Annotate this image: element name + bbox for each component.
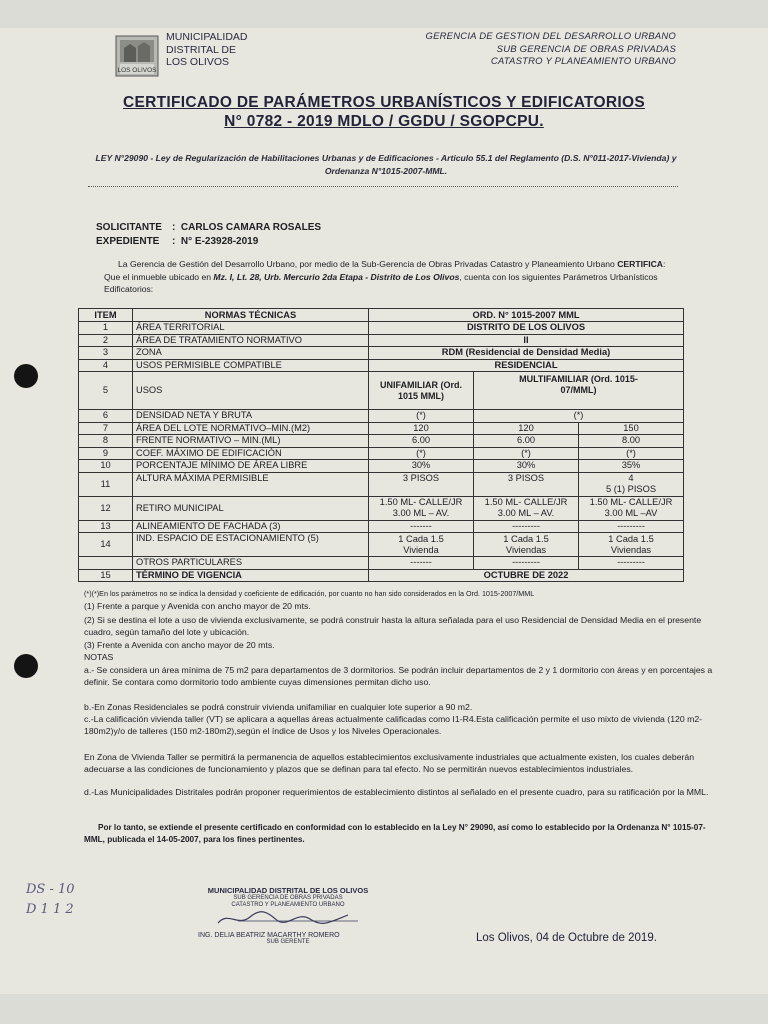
table-row: 10 PORCENTAJE MÍNIMO DE ÁREA LIBRE 30% 30% 35% <box>79 460 684 473</box>
col-ord: ORD. N° 1015-2007 MML <box>369 309 684 322</box>
note-2: (2) Si se destina el lote a uso de vivienda exclusivamente, se podrá construir hasta la altura señalada para el uso Residencial de Densidad Media en el presente cuadro, según tamaño del lote y ubicación. <box>84 615 702 637</box>
table-row: 15 TÉRMINO DE VIGENCIA OCTUBRE DE 2022 <box>79 569 684 582</box>
parameters-table <box>78 308 684 582</box>
handwritten-annotation: DS - 10 D 1 1 2 <box>26 882 75 917</box>
certificate-number: N° 0782 - 2019 MDLO / GGDU / SGOPCPU. <box>224 113 544 130</box>
table-header-row <box>79 309 684 322</box>
table-row: 8 FRENTE NORMATIVO – MIN.(ML) 6.00 6.00 8.00 <box>79 435 684 448</box>
certifica-paragraph: La Gerencia de Gestión del Desarrollo Urbano, por medio de la Sub-Gerencia de Obras Privadas Catastro y Planeamiento Urbano CERTIFICA: Que el inmueble ubicado en Mz. I, Lt. 28, Urb. Mercurio 2da Etapa - Distrito de Los Olivos, cuenta con los siguientes Parámetros Urbanísticos Edificatorios: <box>104 259 666 295</box>
issue-date: Los Olivos, 04 de Octubre de 2019. <box>476 932 657 944</box>
table-row: 5 USOS UNIFAMILIAR (Ord. 1015 MML) MULTIFAMILIAR (Ord. 1015-07/MML) <box>79 372 684 410</box>
notes-heading: NOTAS <box>84 652 114 662</box>
table-row: 11 ALTURA MÁXIMA PERMISIBLE 3 PISOS 3 PISOS 4 5 (1) PISOS <box>79 472 684 496</box>
punch-hole <box>14 654 38 678</box>
dotted-divider <box>88 186 678 187</box>
note-b: b.-En Zonas Residenciales se podrá construir vivienda unifamiliar en cualquier lote superior a 90 m2. <box>84 702 473 712</box>
table-row: OTROS PARTICULARES ------- --------- --------- <box>79 557 684 570</box>
gerencia-heading: GERENCIA DE GESTION DEL DESARROLLO URBANO SUB GERENCIA DE OBRAS PRIVADAS CATASTRO Y PLANEAMIENTO URBANO <box>425 31 676 67</box>
applicant-block <box>96 221 321 249</box>
table-row: 12 RETIRO MUNICIPAL 1.50 ML- CALLE/JR 3.00 ML – AV. 1.50 ML- CALLE/JR 3.00 ML – AV. 1.50 ML- CALLE/JR 3.00 ML –AV <box>79 496 684 520</box>
table-row: 1 ÁREA TERRITORIAL DISTRITO DE LOS OLIVOS <box>79 322 684 335</box>
municipal-logo <box>114 34 160 78</box>
certificate-page <box>0 28 768 994</box>
table-row: 6 DENSIDAD NETA Y BRUTA (*) (*) <box>79 410 684 423</box>
note-c2: En Zona de Vivienda Taller se permitirá la permanencia de aquellos establecimientos exclusivamente industriales que actualmente existen, los cuales deberán adecuarse a las condiciones de funcionamiento y plazos que se definan para tal efecto. No se permitirán nuevos establecimientos industriales. <box>84 752 695 774</box>
note-d: d.-Las Municipalidades Distritales podrán proponer requerimientos de establecimiento distintos al señalado en el presente cuadro, para su ratificación por la MML. <box>84 787 709 797</box>
table-row: 2 ÁREA DE TRATAMIENTO NORMATIVO II <box>79 334 684 347</box>
note-1: (1) Frente a parque y Avenida con ancho mayor de 20 mts. <box>84 601 311 611</box>
note-a: a.- Se considera un área mínima de 75 m2 para departamentos de 3 dormitorios. Se podrán incluir departamentos de 2 y 1 dormitorio con áreas y en porcentajes a definir. Se contara como dormitorio todo ambiente cuyas dimensiones permitan dicho uso. <box>84 665 713 687</box>
signature-scribble <box>198 909 378 929</box>
certificate-title: CERTIFICADO DE PARÁMETROS URBANÍSTICOS Y EDIFICATORIOS <box>123 94 645 111</box>
table-row: 4 USOS PERMISIBLE COMPATIBLE RESIDENCIAL <box>79 359 684 372</box>
table-row: 9 COEF. MÁXIMO DE EDIFICACIÓN (*) (*) (*) <box>79 447 684 460</box>
legal-reference: LEY N°29090 - Ley de Regularización de Habilitaciones Urbanas y de Edificaciones - Articulo 55.1 del Reglamento (D.S. N°011-2017-Vivienda) y Ordenanza N°1015-2007-MML. <box>95 153 677 176</box>
solicitante-row: SOLICITANTE : CARLOS CAMARA ROSALES <box>96 222 322 233</box>
col-normas: NORMAS TÉCNICAS <box>133 309 369 322</box>
closing-paragraph: Por lo tanto, se extiende el presente certificado en conformidad con lo establecido en la Ley N° 29090, así como lo establecido por la Ordenanza N° 1015-07-MML, publicada el 14-05-2007, para los fines pertinentes. <box>84 823 706 844</box>
table-row: 13 ALINEAMIENTO DE FACHADA (3) ------- --------- --------- <box>79 520 684 533</box>
signature-stamp: MUNICIPALIDAD DISTRITAL DE LOS OLIVOS SUB GERENCIA DE OBRAS PRIVADAS CATASTRO Y PLANEAMIENTO URBANO ING. DELIA BEATRIZ MACARTHY ROMERO SUB GERENTE <box>198 886 378 946</box>
col-item: ITEM <box>79 309 133 322</box>
table-row: 3 ZONA RDM (Residencial de Densidad Media) <box>79 347 684 360</box>
note-3: (3) Frente a Avenida con ancho mayor de 20 mts. <box>84 640 275 650</box>
municipality-name: MUNICIPALIDAD DISTRITAL DE LOS OLIVOS <box>166 31 248 68</box>
logo-text: LOS OLIVOS <box>117 67 157 74</box>
expediente-row: EXPEDIENTE : N° E-23928-2019 <box>96 236 259 247</box>
punch-hole <box>14 364 38 388</box>
table-row: 14 IND. ESPACIO DE ESTACIONAMIENTO (5) 1 Cada 1.5 Vivienda 1 Cada 1.5 Viviendas 1 Cada 1.5 Viviendas <box>79 533 684 557</box>
note-c: c.-La calificación vivienda taller (VT) se aplicara a aquellas áreas actualmente calificadas como I1-R4.Esta calificación permite el uso mixto de vivienda (120 m2-180m2)y/o de talleres (150 m2-180m2),según el índice de Usos y los Niveles Operacionales. <box>84 714 703 736</box>
table-row: 7 ÁREA DEL LOTE NORMATIVO–MIN.(M2) 120 120 150 <box>79 422 684 435</box>
note-star: (*)(*)En los parámetros no se indica la densidad y coeficiente de edificación, por cuanto no han sido considerados en la Ord. 1015-2007/MML <box>84 589 535 598</box>
